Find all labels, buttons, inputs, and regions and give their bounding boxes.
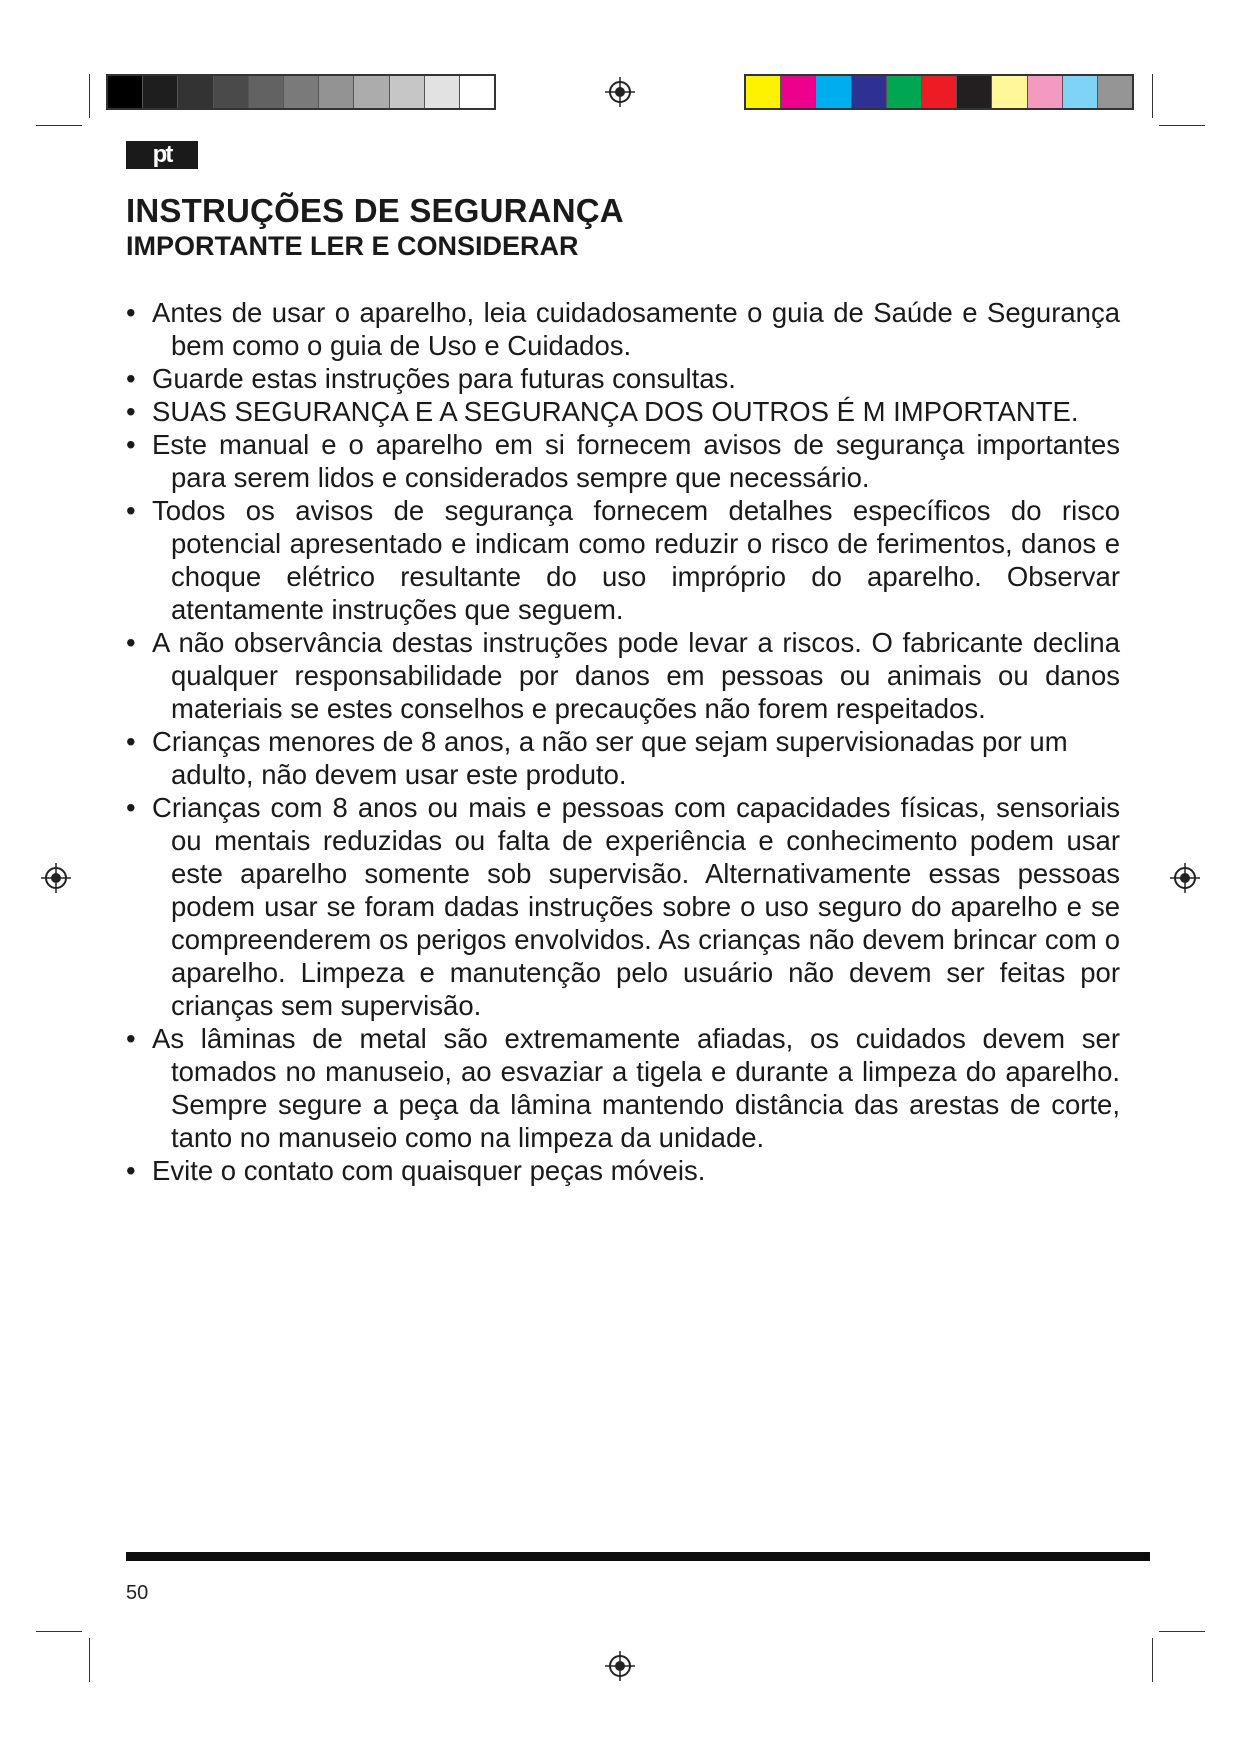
list-item: • Crianças menores de 8 anos, a não ser que sejam supervisionadas por um adulto, não devem usar este produto. <box>126 725 1120 791</box>
gray-swatch <box>178 76 213 108</box>
gray-swatch <box>284 76 319 108</box>
crop-mark <box>36 1631 82 1632</box>
gray-swatch <box>425 76 460 108</box>
list-item: • Crianças com 8 anos ou mais e pessoas com capacidades físicas, sensoriais ou mentais reduzidas ou falta de experiência e conhecimento podem usar este aparelho somente sob supervisão. Alternativamente essas pessoas podem usar se foram dadas instruções sobre o uso seguro do aparelho e se compreenderem os perigos envolvidos. As crianças não devem brincar com o aparelho. Limpeza e manutenção pelo usuário não devem ser feitas por crianças sem supervisão. <box>126 791 1120 1022</box>
gray-swatch <box>249 76 284 108</box>
list-item: • Todos os avisos de segurança fornecem detalhes específicos do risco potencial apresentado e indicam como reduzir o risco de ferimentos, danos e choque elétrico resultante do uso impróprio do aparelho. Observar atentamente instruções que seguem. <box>126 494 1120 626</box>
color-swatch <box>852 76 887 108</box>
crop-mark <box>1159 125 1205 126</box>
grayscale-calibration-strip <box>106 74 496 110</box>
page-number: 50 <box>126 1582 149 1604</box>
list-item: • SUAS SEGURANÇA E A SEGURANÇA DOS OUTROS É M IMPORTANTE. <box>126 395 1120 428</box>
crop-mark <box>36 125 82 126</box>
color-swatch <box>887 76 922 108</box>
footer-divider <box>126 1552 1150 1561</box>
color-swatch <box>781 76 816 108</box>
list-item: • As lâminas de metal são extremamente afiadas, os cuidados devem ser tomados no manuseio, ao esvaziar a tigela e durante a limpeza do aparelho. Sempre segure a peça da lâmina mantendo distância das arestas de corte, tanto no manuseio como na limpeza da unidade. <box>126 1022 1120 1154</box>
list-item: • Evite o contato com quaisquer peças móveis. <box>126 1154 1120 1187</box>
color-swatch <box>992 76 1027 108</box>
crosshair-target-icon <box>1169 862 1201 894</box>
safety-instructions-list <box>126 296 1120 1187</box>
list-item: • Este manual e o aparelho em si fornecem avisos de segurança importantes para serem lidos e considerados sempre que necessário. <box>126 428 1120 494</box>
gray-swatch <box>460 76 494 108</box>
crop-mark <box>89 74 90 118</box>
gray-swatch <box>214 76 249 108</box>
list-item: • Antes de usar o aparelho, leia cuidadosamente o guia de Saúde e Segurança bem como o guia de Uso e Cuidados. <box>126 296 1120 362</box>
color-swatch <box>957 76 992 108</box>
list-item: • A não observância destas instruções pode levar a riscos. O fabricante declina qualquer responsabilidade por danos em pessoas ou animais ou danos materiais se estes conselhos e precauções não forem respeitados. <box>126 626 1120 725</box>
crosshair-target-icon <box>40 862 72 894</box>
gray-swatch <box>108 76 143 108</box>
list-item: • Guarde estas instruções para futuras consultas. <box>126 362 1120 395</box>
color-swatch <box>816 76 851 108</box>
crop-mark <box>1152 74 1153 118</box>
gray-swatch <box>354 76 389 108</box>
gray-swatch <box>143 76 178 108</box>
color-swatch <box>1063 76 1098 108</box>
crosshair-target-icon <box>604 1650 636 1682</box>
crosshair-target-icon <box>604 76 636 108</box>
language-tag: pt <box>126 141 198 169</box>
page-subtitle: IMPORTANTE LER E CONSIDERAR <box>126 231 579 261</box>
color-swatch <box>746 76 781 108</box>
crop-mark <box>89 1638 90 1682</box>
color-calibration-strip <box>744 74 1134 110</box>
color-swatch <box>1028 76 1063 108</box>
crop-mark <box>1159 1631 1205 1632</box>
page-title: INSTRUÇÕES DE SEGURANÇA <box>126 192 624 229</box>
gray-swatch <box>390 76 425 108</box>
crop-mark <box>1152 1638 1153 1682</box>
color-swatch <box>922 76 957 108</box>
color-swatch <box>1098 76 1132 108</box>
gray-swatch <box>319 76 354 108</box>
